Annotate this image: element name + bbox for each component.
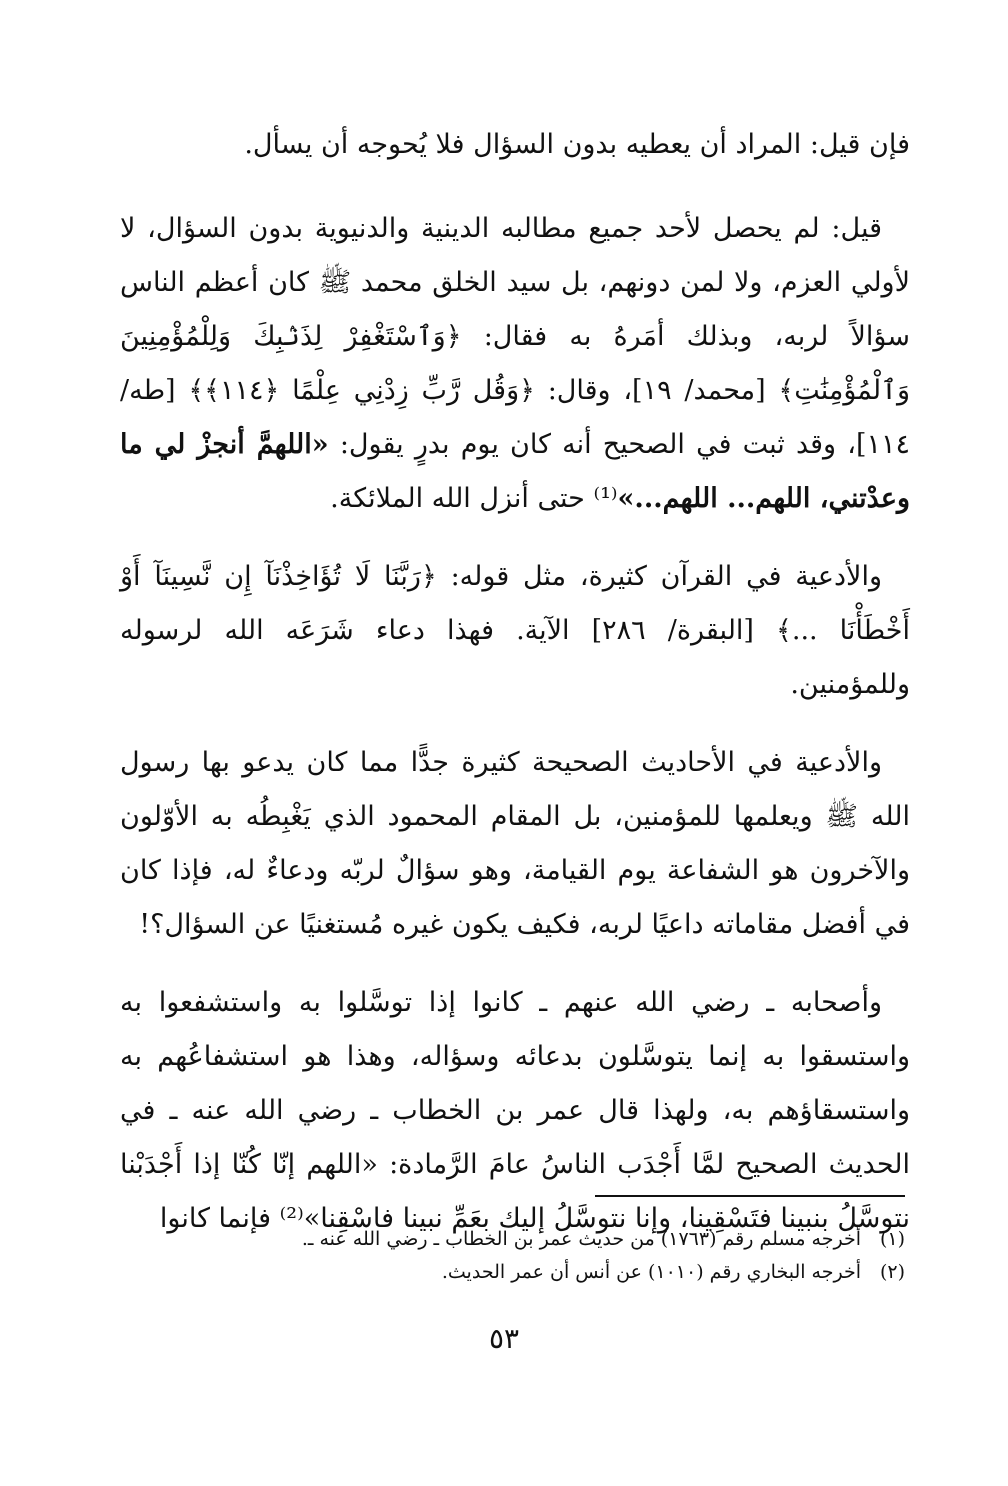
footnote-2-number: (٢) [879, 1261, 905, 1283]
footnote-2 [165, 1256, 905, 1289]
paragraph-3: والأدعية في القرآن كثيرة، مثل قوله: ﴿رَبَّنَا لَا تُؤَاخِذْنَآ إِن نَّسِينَآ أَوْ أَخْطَأْنَا ...﴾ [البقرة/ ٢٨٦] الآية. فهذا دعاء شَرَعَه الله لرسوله وللمؤمنين. [120, 561, 910, 700]
footnote-ref-1: ⁽¹⁾ [593, 483, 618, 514]
page-number: ٥٣ [488, 1322, 520, 1355]
paragraph-1: فإن قيل: المراد أن يعطيه بدون السؤال فلا يُحوجه أن يسأل. [244, 129, 910, 160]
paragraph-2-tail: حتى أنزل الله الملائكة. [330, 483, 594, 514]
footnote-1-text: أخرجه مسلم رقم (١٧٦٣) من حديث عمر بن الخطاب ـ رضي الله عنه ـ. [301, 1228, 861, 1250]
quote-prayer-badr: «اللهمَّ أنجزْ لي ما وعدْتني، اللهم... اللهم...» [120, 429, 910, 514]
footnote-divider [595, 1195, 905, 1197]
page-body [120, 118, 910, 1246]
footnote-1-number: (١) [879, 1228, 905, 1250]
footnote-1 [165, 1223, 905, 1256]
footnotes [165, 1195, 905, 1289]
footnote-2-text: أخرجه البخاري رقم (١٠١٠) عن أنس أن عمر الحديث. [441, 1261, 861, 1283]
paragraph-2 [120, 202, 910, 526]
paragraph-5: وأصحابه ـ رضي الله عنهم ـ كانوا إذا توسَّلوا به واستشفعوا به واستسقوا به إنما يتوسَّلون بدعائه وسؤاله، وهذا هو استشفاعُهم به واستسقاؤهم به، ولهذا قال عمر بن الخطاب ـ رضي الله عنه ـ في الحديث الصحيح لمَّا أَجْدَب الناسُ عامَ الرَّمادة: «اللهم إنّا كُنّا إذا أَجْدَبْنا نتوسَّلُ بنبينا فتَسْقِينا، وإنا نتوسَّلُ إليك بعَمِّ نبينا فاسْقِنا»⁽²⁾ فإنما كانوا [120, 987, 910, 1234]
paragraph-4: والأدعية في الأحاديث الصحيحة كثيرة جدًّا مما كان يدعو بها رسول الله ﷺ ويعلمها للمؤمنين، بل المقام المحمود الذي يَغْبِطُه به الأوّلون والآخرون هو الشفاعة يوم القيامة، وهو سؤالٌ لربّه ودعاءٌ له، فإذا كان في أفضل مقاماته داعيًا لربه، فكيف يكون غيره مُستغنيًا عن السؤال؟! [120, 747, 910, 940]
paragraph-2-text: قيل: لم يحصل لأحد جميع مطالبه الدينية والدنيوية بدون السؤال، لا لأولي العزم، ولا لمن دونهم، بل سيد الخلق محمد ﷺ كان أعظم الناس سؤالاً لربه، وبذلك أمَرهُ به فقال: ﴿وَٱسْتَغْفِرْ لِذَنۢبِكَ وَلِلْمُؤْمِنِينَ وَٱلْمُؤْمِنَٰتِ﴾ [محمد/ ١٩]، وقال: ﴿وَقُل رَّبِّ زِدْنِي عِلْمًا ﴿١١٤﴾﴾ [طه/ ١١٤]، وقد ثبت في الصحيح أنه كان يوم بدرٍ يقول: [120, 213, 911, 460]
